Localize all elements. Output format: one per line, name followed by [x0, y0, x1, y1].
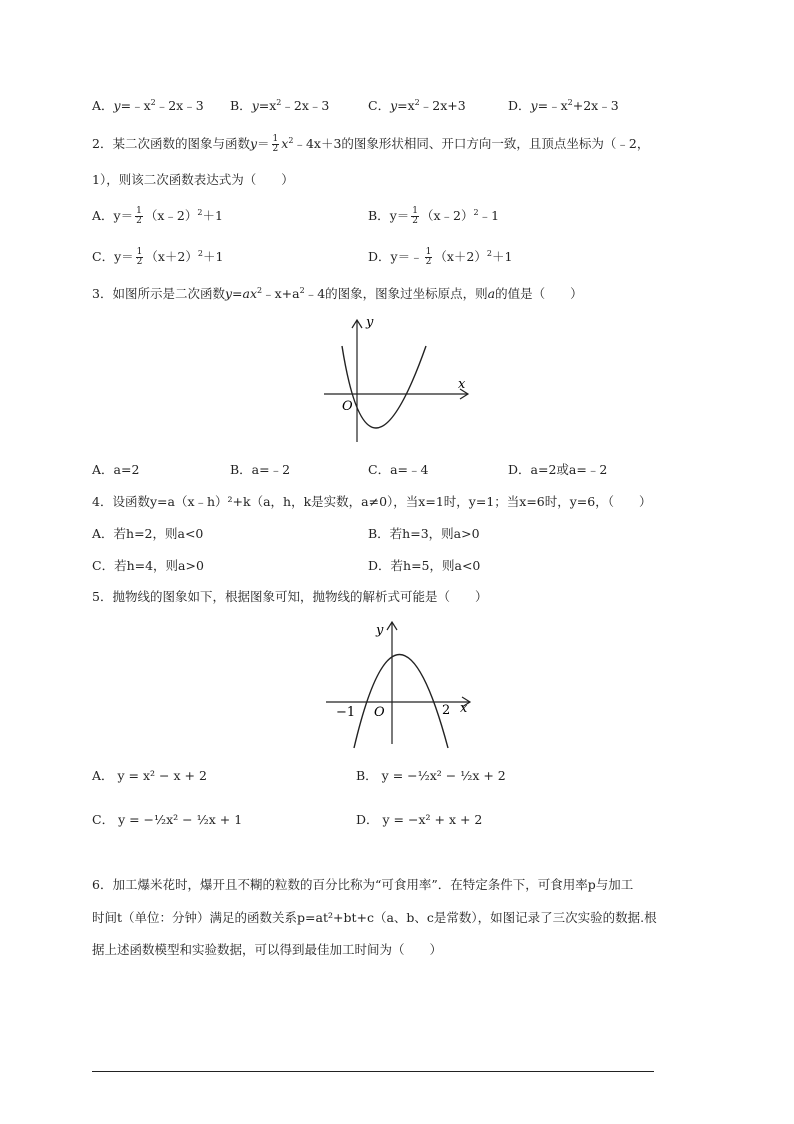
- page-bottom-rule: [92, 1071, 654, 1072]
- q4-option-a: A．若h=2，则a<0: [92, 526, 204, 541]
- q1-option-c: C．$y=x^2﹣2x+3$: [368, 97, 466, 113]
- q6-stem-line2: 时间t（单位：分钟）满足的函数关系p=at²+bt+c（a、b、c是常数），如图记录了三次实验的数据.根: [92, 910, 657, 925]
- q3-origin-label: O: [342, 399, 353, 414]
- q2-fraction: $\frac{1}{2}$: [272, 134, 279, 154]
- q3-option-d: D．a=2或a=﹣2: [508, 462, 608, 477]
- q1-option-d: D．$y=﹣x^2+2x﹣3$: [508, 97, 619, 113]
- q5-left-root-label: −1: [336, 705, 356, 720]
- q6-stem-line3: 据上述函数模型和实验数据，可以得到最佳加工时间为（ ）: [92, 942, 443, 957]
- q4-option-c: C．若h=4，则a>0: [92, 558, 204, 573]
- q3-parabola-graph: [318, 310, 478, 450]
- q1-option-b: B．$y=x^2﹣2x﹣3$: [230, 97, 330, 113]
- q4-option-d: D．若h=5，则a<0: [368, 558, 481, 573]
- q3-stem: 3．如图所示是二次函数$y=ax^2﹣x+a^2﹣4$的图象，图象过坐标原点，则a的值是（ ）: [92, 285, 583, 301]
- q5-parabola-graph: [320, 616, 480, 751]
- q5-option-d: D． y = −x² + x + 2: [356, 812, 483, 827]
- q5-option-b: B． y = −½x² − ½x + 2: [356, 768, 506, 783]
- q3-y-label: y: [366, 315, 374, 330]
- q5-option-c: C． y = −½x² − ½x + 1: [92, 812, 243, 827]
- q2-option-d: D．y＝﹣ $\frac{1}{2}$ $(x+2)^2+1$: [368, 247, 513, 267]
- q2-option-b: B．y＝ $\frac{1}{2}$ （x﹣2）$^2$﹣1: [368, 206, 500, 226]
- q2-option-c: C．y＝ $\frac{1}{2}$ $(x+2)^2+1$: [92, 247, 224, 267]
- q6-stem-line1: 6．加工爆米花时，爆开且不糊的粒数的百分比称为“可食用率”．在特定条件下，可食用率p与加工: [92, 877, 634, 892]
- q4-stem: 4．设函数y=a（x﹣h）²+k（a，h，k是实数，a≠0），当x=1时，y=1；当x=6时，y=6，（ ）: [92, 494, 652, 509]
- q3-x-label: x: [458, 377, 466, 392]
- q1-option-a: A．$y=﹣x^2﹣2x﹣3$: [92, 97, 204, 113]
- q5-stem: 5．抛物线的图象如下，根据图象可知，抛物线的解析式可能是（ ）: [92, 589, 488, 604]
- q5-x-label: x: [460, 701, 468, 716]
- q3-option-b: B．a=﹣2: [230, 462, 291, 477]
- q2-option-a: A．y＝ $\frac{1}{2}$ （x﹣2）$^2$＋1: [92, 206, 223, 226]
- q5-origin-label: O: [374, 705, 385, 720]
- q2-stem-line1: 2．某二次函数的图象与函数y＝ $\frac{1}{2}$ $x^2﹣4x+3$的图象形状相同、开口方向一致，且顶点坐标为（﹣2，: [92, 134, 650, 154]
- q4-option-b: B．若h=3，则a>0: [368, 526, 480, 541]
- q3-option-c: C．a=﹣4: [368, 462, 429, 477]
- q5-y-label: y: [376, 623, 384, 638]
- q3-option-a: A．a=2: [92, 462, 140, 477]
- q5-right-root-label: 2: [442, 703, 451, 718]
- q2-stem-line2: 1），则该二次函数表达式为（ ）: [92, 172, 294, 187]
- q5-option-a: A． y = x² − x + 2: [92, 768, 207, 783]
